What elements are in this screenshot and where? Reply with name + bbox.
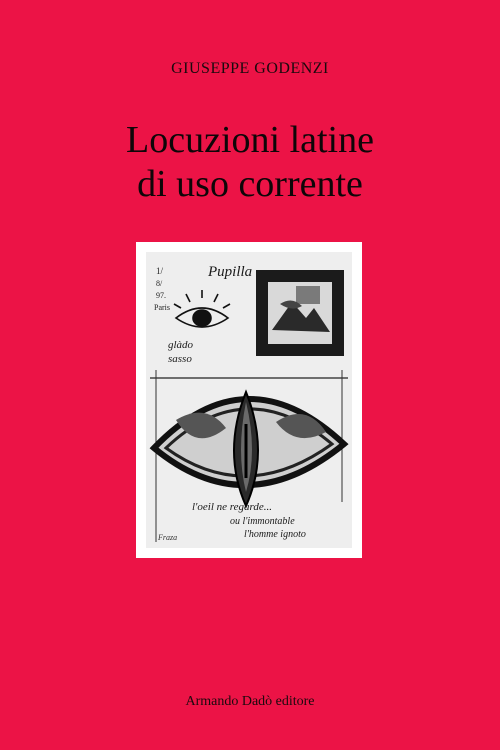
- svg-text:8/: 8/: [156, 279, 163, 288]
- title-line-1: Locuzioni latine: [126, 119, 374, 161]
- artwork-handwriting-bottom-2: ou l'immontable: [230, 516, 295, 527]
- title-line-2: di uso corrente: [137, 163, 363, 205]
- cover-artwork: [146, 252, 352, 548]
- artwork-handwriting-mid: glàdo: [168, 339, 194, 351]
- author-name: GIUSEPPE GODENZI: [171, 60, 329, 77]
- svg-text:97.: 97.: [156, 291, 166, 300]
- cover-artwork-frame: [136, 242, 362, 558]
- artwork-handwriting-bottom-1: l'oeil ne regarde...: [192, 501, 273, 513]
- svg-text:Paris: Paris: [154, 303, 170, 312]
- framed-sketch: [256, 270, 344, 356]
- publisher-name: Armando Dadò editore: [185, 694, 315, 709]
- artwork-handwriting-top: Pupilla: [208, 264, 253, 280]
- book-title: [0, 118, 500, 206]
- artwork-handwriting-bottom-3: l'homme ignoto: [244, 529, 306, 540]
- artwork-signature: Fraza: [158, 533, 178, 542]
- svg-text:sasso: sasso: [168, 353, 192, 365]
- artwork-date-note: 1/: [156, 266, 164, 276]
